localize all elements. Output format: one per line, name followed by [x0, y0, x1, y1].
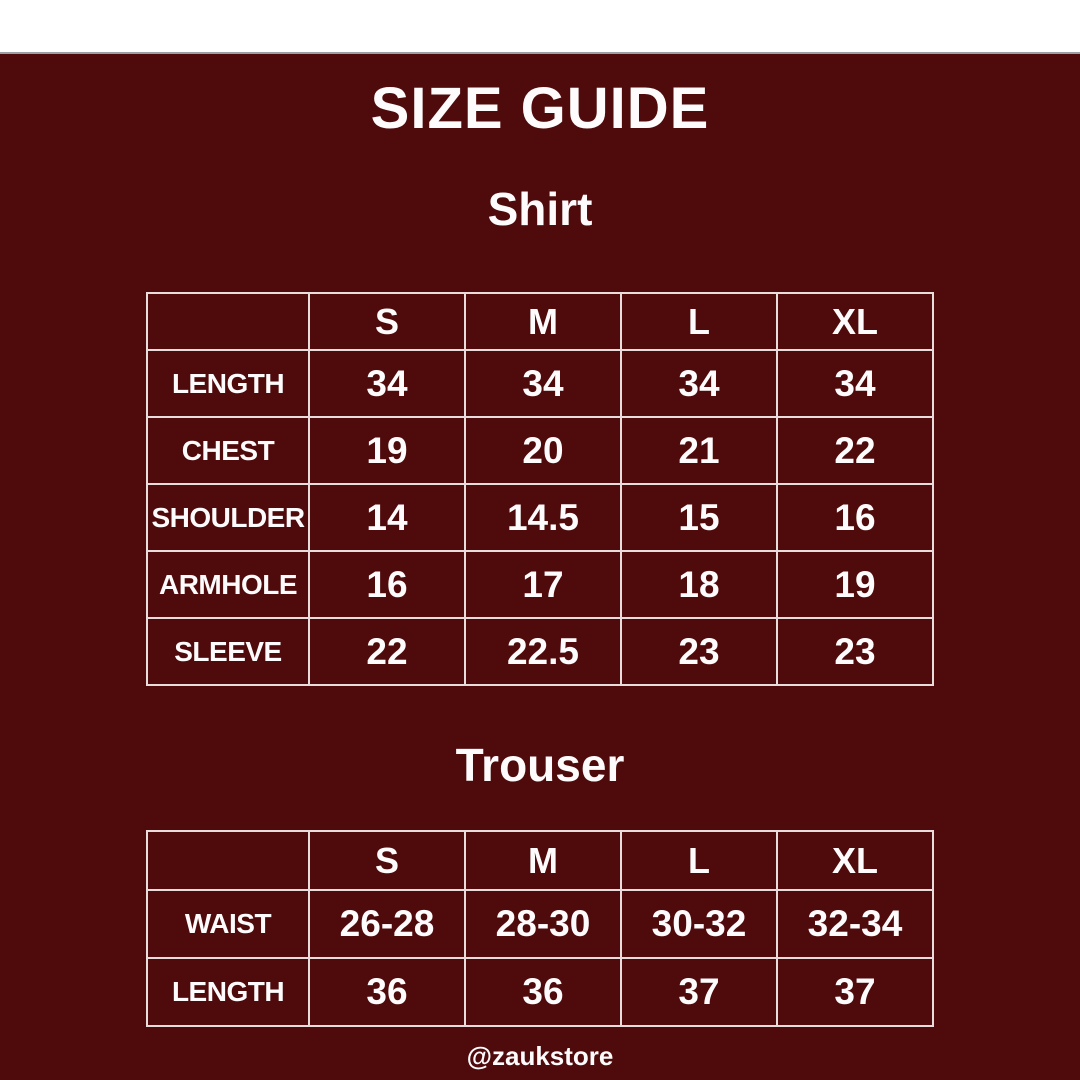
- table-row: [147, 618, 933, 685]
- measurement-value: 19: [309, 417, 465, 484]
- measurement-label: LENGTH: [147, 958, 309, 1026]
- size-column-header: M: [465, 831, 621, 890]
- measurement-value: 37: [621, 958, 777, 1026]
- measurement-value: 22: [777, 417, 933, 484]
- table-row: [147, 958, 933, 1026]
- measurement-value: 36: [465, 958, 621, 1026]
- size-column-header: L: [621, 831, 777, 890]
- measurement-value: 34: [777, 350, 933, 417]
- measurement-value: 34: [621, 350, 777, 417]
- measurement-value: 22.5: [465, 618, 621, 685]
- size-column-header: L: [621, 293, 777, 350]
- measurement-value: 34: [465, 350, 621, 417]
- measurement-label: LENGTH: [147, 350, 309, 417]
- measurement-value: 28-30: [465, 890, 621, 958]
- measurement-value: 21: [621, 417, 777, 484]
- measurement-value: 19: [777, 551, 933, 618]
- measurement-label: ARMHOLE: [147, 551, 309, 618]
- measurement-value: 26-28: [309, 890, 465, 958]
- measurement-value: 20: [465, 417, 621, 484]
- measurement-value: 14.5: [465, 484, 621, 551]
- shirt-section-heading: Shirt: [487, 183, 593, 235]
- measurement-value: 18: [621, 551, 777, 618]
- measurement-value: 14: [309, 484, 465, 551]
- measurement-value: 37: [777, 958, 933, 1026]
- measurement-label: WAIST: [147, 890, 309, 958]
- table-row: [147, 484, 933, 551]
- size-column-header: M: [465, 293, 621, 350]
- measurement-label: CHEST: [147, 417, 309, 484]
- size-column-header: XL: [777, 293, 933, 350]
- trouser-size-table: [146, 830, 934, 1027]
- measurement-value: 32-34: [777, 890, 933, 958]
- brand-handle: @zaukstore: [466, 1041, 614, 1071]
- measurement-value: 22: [309, 618, 465, 685]
- table-row: [147, 551, 933, 618]
- size-column-header: S: [309, 293, 465, 350]
- table-row: [147, 417, 933, 484]
- measurement-label: SLEEVE: [147, 618, 309, 685]
- measurement-value: 36: [309, 958, 465, 1026]
- size-column-header: S: [309, 831, 465, 890]
- table-header-row: [147, 831, 933, 890]
- measurement-value: 23: [777, 618, 933, 685]
- size-column-header: XL: [777, 831, 933, 890]
- trouser-section-heading: Trouser: [455, 739, 625, 791]
- corner-cell: [147, 293, 309, 350]
- measurement-value: 16: [309, 551, 465, 618]
- measurement-value: 23: [621, 618, 777, 685]
- page-title: SIZE GUIDE: [370, 76, 710, 141]
- table-row: [147, 350, 933, 417]
- measurement-value: 16: [777, 484, 933, 551]
- measurement-value: 34: [309, 350, 465, 417]
- top-white-banner: [0, 0, 1080, 54]
- corner-cell: [147, 831, 309, 890]
- measurement-value: 15: [621, 484, 777, 551]
- table-row: [147, 890, 933, 958]
- measurement-value: 30-32: [621, 890, 777, 958]
- shirt-size-table: [146, 292, 934, 686]
- measurement-value: 17: [465, 551, 621, 618]
- measurement-label: SHOULDER: [147, 484, 309, 551]
- table-header-row: [147, 293, 933, 350]
